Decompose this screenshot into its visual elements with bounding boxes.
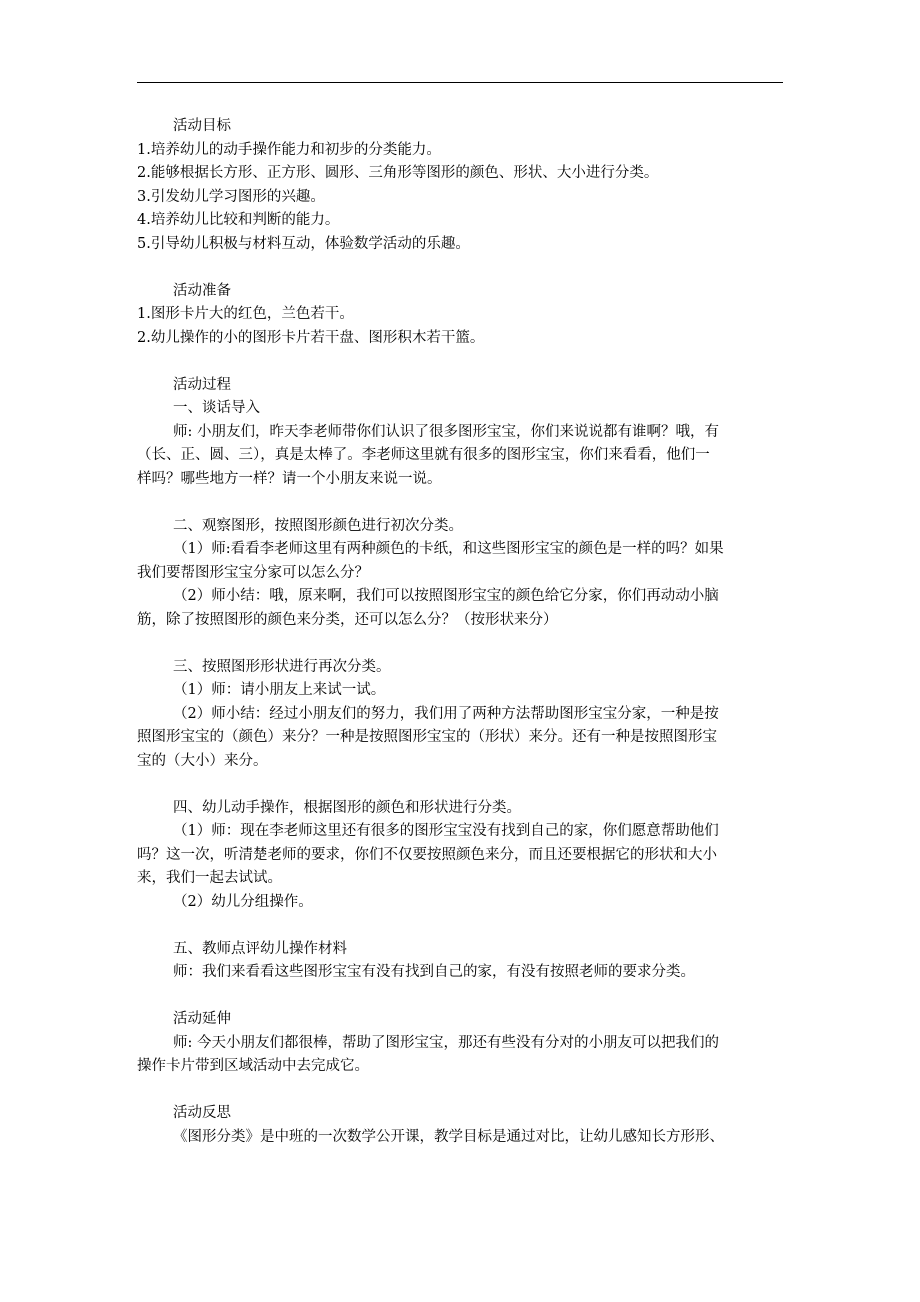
goals-item: 4.培养幼儿比较和判断的能力。 bbox=[137, 212, 340, 228]
paragraph-line: （1）师:看看李老师这里有两种颜色的卡纸，和这些图形宝宝的颜色是一样的吗？如果 bbox=[173, 541, 724, 557]
goals-item: 2.能够根据长方形、正方形、圆形、三角形等图形的颜色、形状、大小进行分类。 bbox=[137, 165, 659, 181]
goals-item: 3.引发幼儿学习图形的兴趣。 bbox=[137, 188, 325, 205]
paragraph-line: 《图形分类》是中班的一次数学公开课，教学目标是通过对比，让幼儿感知长方形形、 bbox=[173, 1128, 724, 1145]
paragraph-line: 师: 今天小朋友们都很棒，帮助了图形宝宝，那还有些没有分对的小朋友可以把我们的 bbox=[173, 1034, 719, 1051]
section-heading: 五、教师点评幼儿操作材料 bbox=[173, 940, 347, 957]
paragraph-line: 宝的（大小）来分。 bbox=[137, 752, 268, 769]
paragraph-line: 来，我们一起去试试。 bbox=[137, 870, 282, 886]
paragraph-line: （2）师小结：哦，原来啊，我们可以按照图形宝宝的颜色给它分家，你们再动动小脑 bbox=[173, 588, 719, 604]
section-heading: 二、观察图形，按照图形颜色进行初次分类。 bbox=[173, 517, 463, 534]
section-heading: 三、按照图形形状进行再次分类。 bbox=[173, 658, 391, 675]
paragraph-line: （长、正、圆、三），真是太棒了。李老师这里就有很多的图形宝宝，你们来看看，他们一 bbox=[137, 447, 710, 463]
goals-title: 活动目标 bbox=[173, 118, 231, 134]
paragraph-line: （1）师：现在李老师这里还有很多的图形宝宝没有找到自己的家，你们愿意帮助他们 bbox=[173, 823, 719, 839]
section-heading: 一、谈话导入 bbox=[173, 400, 260, 416]
paragraph-line: 吗？这一次，听清楚老师的要求，你们不仅要按照颜色来分，而且还要根据它的形状和大小 bbox=[137, 846, 717, 863]
prep-title: 活动准备 bbox=[173, 282, 231, 299]
paragraph-line: （2）师小结：经过小朋友们的努力，我们用了两种方法帮助图形宝宝分家，一种是按 bbox=[173, 705, 719, 722]
paragraph-line: （2）幼儿分组操作。 bbox=[173, 893, 313, 910]
goals-item: 5.引导幼儿积极与材料互动，体验数学活动的乐趣。 bbox=[137, 235, 470, 252]
paragraph-line: 师：我们来看看这些图形宝宝有没有找到自己的家，有没有按照老师的要求分类。 bbox=[173, 964, 695, 980]
section-heading: 四、幼儿动手操作，根据图形的颜色和形状进行分类。 bbox=[173, 799, 521, 816]
header-rule bbox=[137, 82, 783, 83]
paragraph-line: 我们要帮图形宝宝分家可以怎么分？ bbox=[137, 564, 369, 581]
paragraph-line: 照图形宝宝的（颜色）来分？一种是按照图形宝宝的（形状）来分。还有一种是按照图形宝 bbox=[137, 729, 717, 745]
prep-item: 1.图形卡片大的红色，兰色若干。 bbox=[137, 306, 354, 322]
goals-item: 1.培养幼儿的动手操作能力和初步的分类能力。 bbox=[137, 141, 441, 158]
paragraph-line: 筋，除了按照图形的颜色来分类，还可以怎么分？（按形状来分） bbox=[137, 611, 558, 628]
prep-item: 2.幼儿操作的小的图形卡片若干盘、图形积木若干篮。 bbox=[137, 329, 485, 346]
process-title: 活动过程 bbox=[173, 376, 231, 393]
paragraph-line: （1）师：请小朋友上来试一试。 bbox=[173, 682, 386, 698]
paragraph-line: 操作卡片带到区域活动中去完成它。 bbox=[137, 1058, 369, 1074]
reflection-title: 活动反思 bbox=[173, 1105, 231, 1121]
extension-title: 活动延伸 bbox=[173, 1011, 231, 1027]
paragraph-line: 样吗？哪些地方一样？请一个小朋友来说一说。 bbox=[137, 470, 442, 487]
paragraph-line: 师: 小朋友们，昨天李老师带你们认识了很多图形宝宝，你们来说说都有谁啊？哦，有 bbox=[173, 423, 719, 440]
document-body bbox=[137, 115, 797, 1149]
